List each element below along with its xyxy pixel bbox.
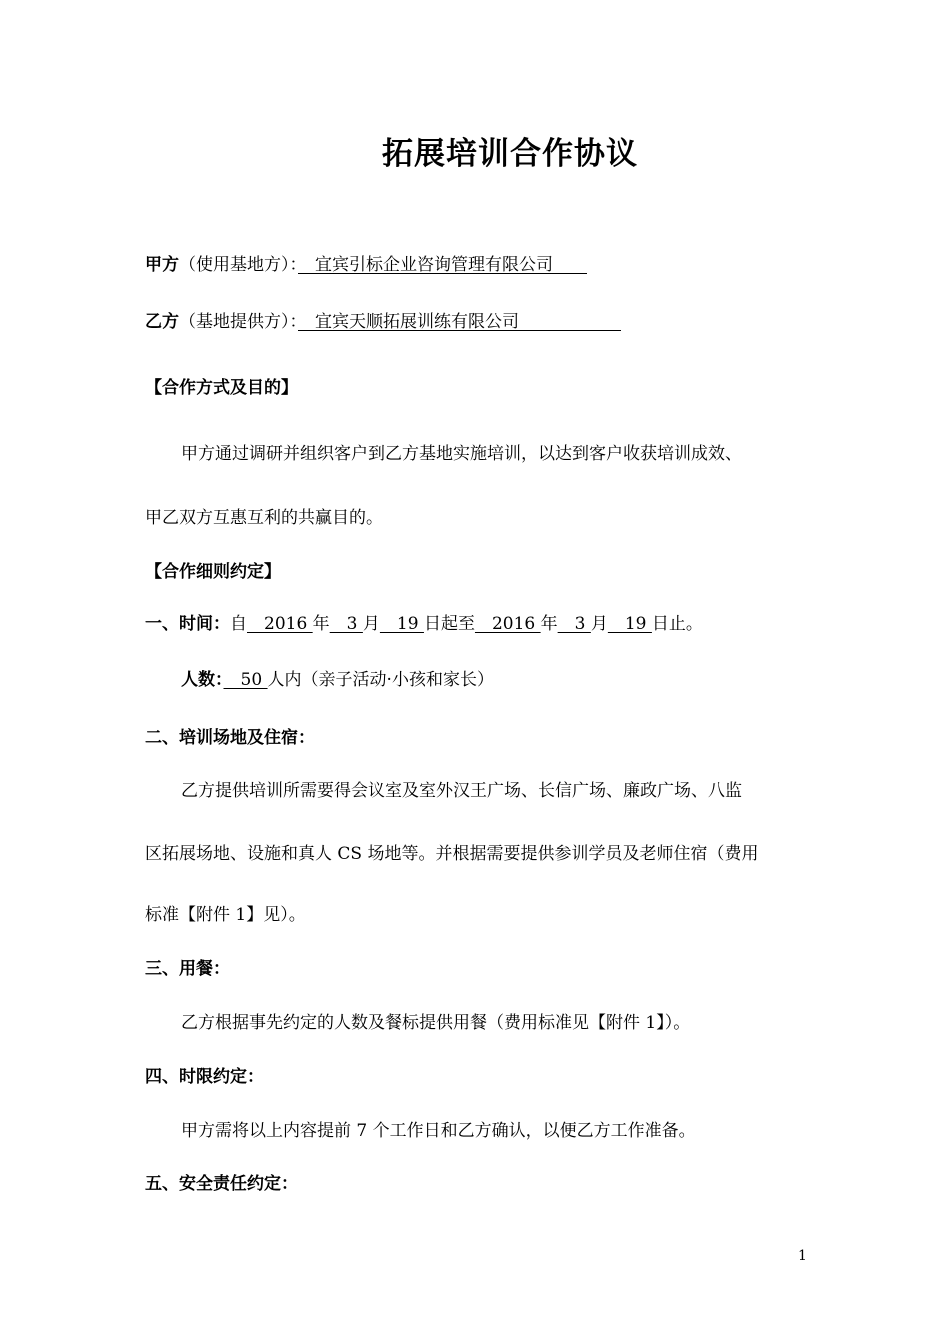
party-b-role: （基地提供方）：	[179, 312, 298, 332]
party-a-name: 宜宾引标企业咨询管理有限公司	[298, 255, 587, 275]
purpose-paragraph-line1: 甲方通过调研并组织客户到乙方基地实施培训，以达到客户收获培训成效、	[181, 444, 742, 464]
people-label: 人数：	[181, 670, 224, 690]
party-b-label: 乙方	[145, 312, 179, 332]
time-line	[145, 613, 703, 635]
people-count: 50	[223, 670, 268, 690]
party-a-line	[145, 254, 587, 276]
end-year-char: 年	[540, 614, 558, 634]
time-from: 自	[230, 614, 247, 634]
safety-heading: 五、安全责任约定：	[145, 1174, 298, 1194]
end-month: 3	[557, 614, 591, 634]
party-a-label: 甲方	[145, 255, 179, 275]
party-b-name: 宜宾天顺拓展训练有限公司	[298, 312, 621, 332]
deadline-heading: 四、时限约定：	[145, 1067, 264, 1087]
purpose-paragraph-line2: 甲乙双方互惠互利的共赢目的。	[145, 508, 383, 528]
meal-heading: 三、用餐：	[145, 959, 230, 979]
meal-line1: 乙方根据事先约定的人数及餐标提供用餐（费用标准见【附件 1】）。	[181, 1013, 691, 1033]
venue-heading: 二、培训场地及住宿：	[145, 728, 315, 748]
time-to: 日起至	[423, 614, 475, 634]
year-char: 年	[312, 614, 330, 634]
deadline-line1: 甲方需将以上内容提前 7 个工作日和乙方确认，以便乙方工作准备。	[181, 1121, 696, 1141]
end-month-char: 月	[590, 614, 608, 634]
end-day: 19	[607, 614, 652, 634]
venue-line1: 乙方提供培训所需要得会议室及室外汉王广场、长信广场、廉政广场、八监	[181, 781, 742, 801]
start-year: 2016	[247, 614, 313, 634]
people-note: 人内（亲子活动·小孩和家长）	[267, 670, 494, 690]
month-char: 月	[362, 614, 380, 634]
page-number: 1	[798, 1248, 807, 1264]
party-a-role: （使用基地方）：	[179, 255, 298, 275]
terms-heading: 【合作细则约定】	[145, 562, 281, 582]
people-line	[181, 669, 494, 691]
end-year: 2016	[474, 614, 541, 634]
document-title: 拓展培训合作协议	[382, 136, 638, 172]
start-month: 3	[329, 614, 363, 634]
start-day: 19	[379, 614, 424, 634]
venue-line2: 区拓展场地、设施和真人 CS 场地等。并根据需要提供参训学员及老师住宿（费用	[145, 844, 759, 864]
time-end: 日止。	[651, 614, 703, 634]
purpose-heading: 【合作方式及目的】	[145, 378, 298, 398]
time-label: 一、时间：	[145, 614, 230, 634]
party-b-line	[145, 311, 621, 333]
venue-line3: 标准【附件 1】见）。	[145, 905, 306, 925]
